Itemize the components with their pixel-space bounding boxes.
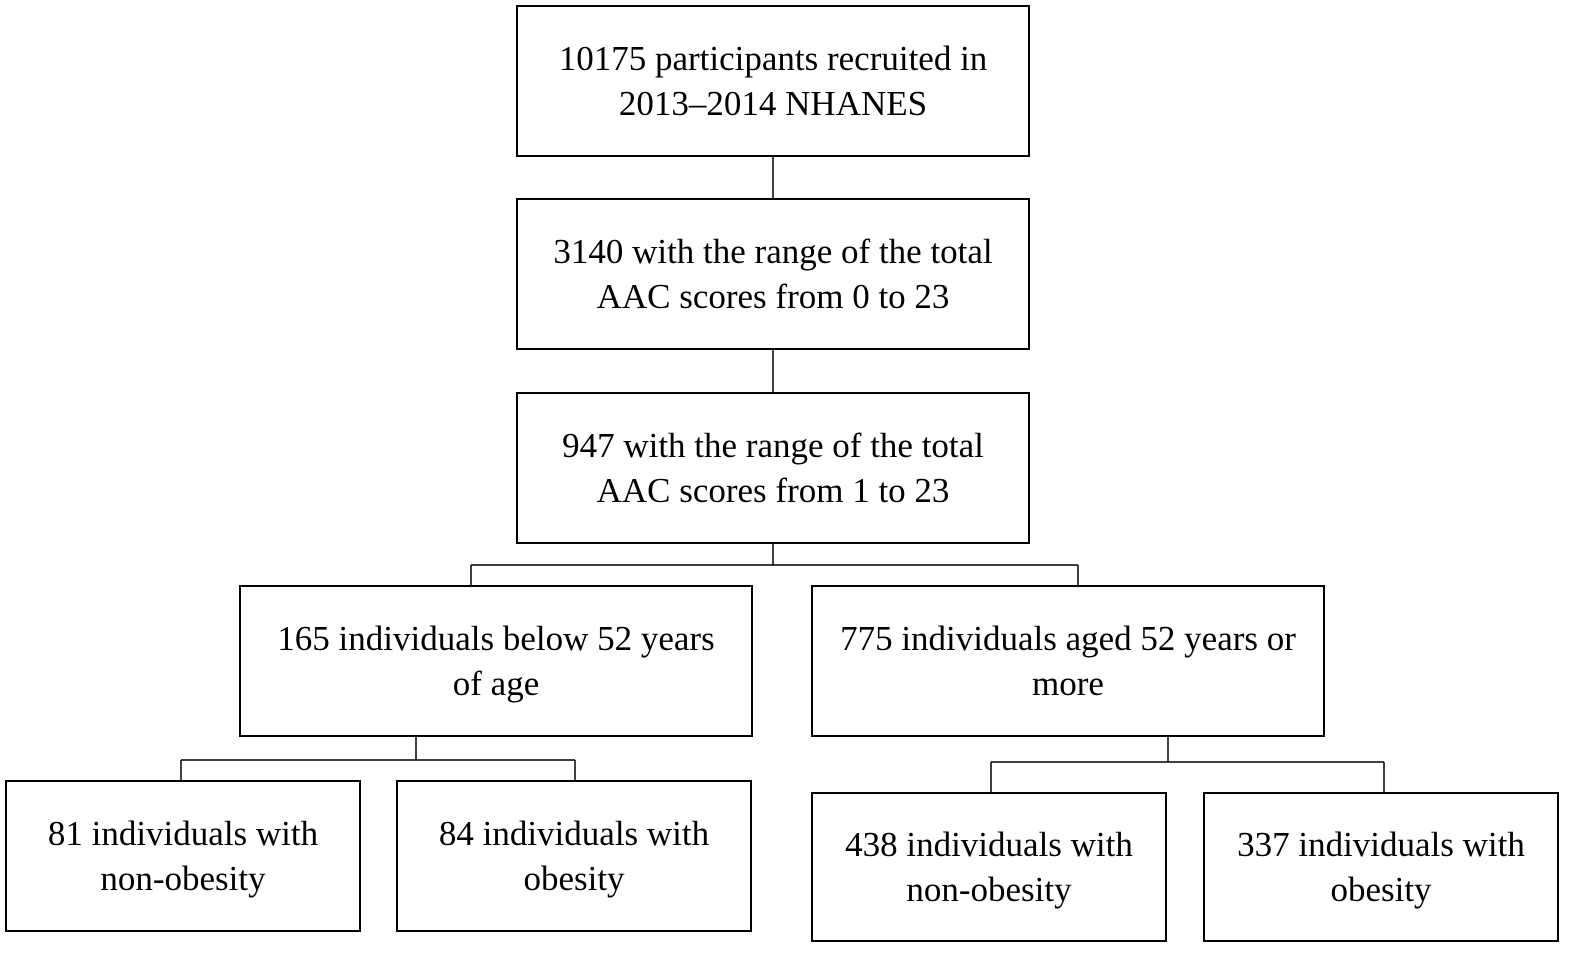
box-text-line: non-obesity (906, 870, 1072, 909)
box-text-line: AAC scores from 1 to 23 (596, 471, 950, 510)
box-young-obesity (396, 780, 752, 932)
connector-b4-split (181, 737, 575, 780)
box-text-line: 81 individuals with (47, 814, 319, 853)
box-text-line: non-obesity (100, 859, 266, 898)
box-below-52 (239, 585, 753, 737)
box-young-non-obesity (5, 780, 361, 932)
box-text-line: 10175 participants recruited in (558, 39, 988, 78)
box-text-line: 947 with the range of the total (562, 426, 984, 465)
box-text-line: of age (452, 664, 540, 703)
box-older-non-obesity (811, 792, 1167, 942)
box-text-line: 3140 with the range of the total (553, 232, 993, 271)
box-text-line: more (1032, 664, 1104, 703)
box-text-line: 84 individuals with (438, 814, 710, 853)
box-older-obesity (1203, 792, 1559, 942)
box-aged-52-or-more (811, 585, 1325, 737)
box-aac-1-to-23 (516, 392, 1030, 544)
box-text-line: 775 individuals aged 52 years or (840, 619, 1296, 658)
box-text-line: AAC scores from 0 to 23 (596, 277, 950, 316)
box-aac-0-to-23 (516, 198, 1030, 350)
connector-b5-split (991, 737, 1384, 792)
box-text-line: obesity (1330, 870, 1432, 909)
box-text-line: 165 individuals below 52 years (277, 619, 715, 658)
box-text-line: 2013–2014 NHANES (618, 84, 928, 123)
box-text-line: obesity (523, 859, 625, 898)
connector-b3-split (471, 544, 1078, 585)
box-participants-recruited (516, 5, 1030, 157)
box-text-line: 438 individuals with (845, 825, 1133, 864)
box-text-line: 337 individuals with (1237, 825, 1525, 864)
